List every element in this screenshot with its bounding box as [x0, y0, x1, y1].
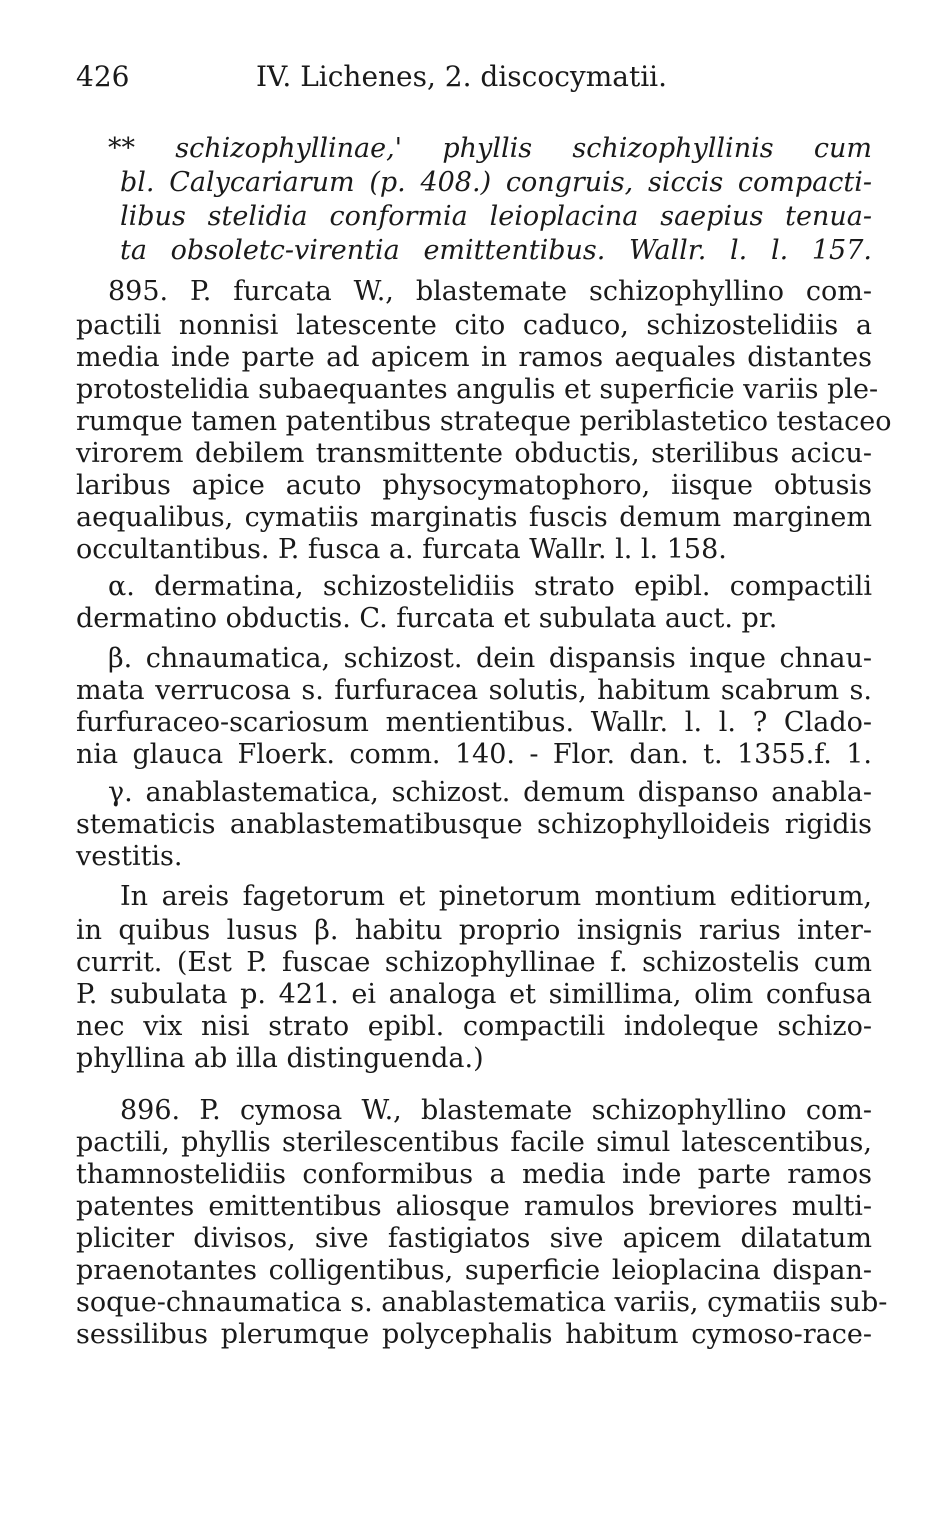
text-line: 895. P. furcata W., blastemate schizophyllino com-	[108, 276, 872, 307]
running-title: IV. Lichenes, 2. discocymatii.	[256, 60, 668, 93]
text-line: 896. P. cymosa W., blastemate schizophyllino com-	[120, 1095, 872, 1126]
text-line: nec vix nisi strato epibl. compactili indoleque schizo-	[76, 1011, 872, 1042]
text-line: soque-chnaumatica s. anablastematica variis, cymatiis sub-	[76, 1287, 888, 1318]
text-line: α. dermatina, schizostelidiis strato epibl. compactili	[108, 571, 872, 602]
text-line: γ. anablastematica, schizost. demum dispanso anabla-	[108, 777, 872, 808]
text-line: β. chnaumatica, schizost. dein dispansis inque chnau-	[108, 643, 872, 674]
text-line: protostelidia subaequantes angulis et superficie variis ple-	[76, 374, 879, 405]
text-line: ta obsoletc-virentia emittentibus. Wallr. l. l. 157.	[120, 235, 872, 266]
text-line: sessilibus plerumque polycephalis habitum cymoso-race-	[76, 1319, 872, 1350]
page-number: 426	[76, 60, 130, 93]
text-line: nia glauca Floerk. comm. 140. - Flor. dan. t. 1355.f. 1.	[76, 739, 872, 770]
text-line: patentes emittentibus aliosque ramulos breviores multi-	[76, 1191, 872, 1222]
text-line: rumque tamen patentibus strateque periblastetico testaceo	[76, 406, 892, 437]
text-line: pactili nonnisi latescente cito caduco, schizostelidiis a	[76, 310, 872, 341]
text-line: pliciter divisos, sive fastigiatos sive apicem dilatatum	[76, 1223, 872, 1254]
text-line: bl. Calycariarum (p. 408.) congruis, siccis compacti-	[120, 167, 872, 198]
text-line: ** schizophyllinae,' phyllis schizophyllinis cum	[108, 133, 872, 164]
text-line: phyllina ab illa distinguenda.)	[76, 1043, 484, 1074]
text-line: laribus apice acuto physocymatophoro, iisque obtusis	[76, 470, 872, 501]
text-line: mata verrucosa s. furfuracea solutis, habitum scabrum s.	[76, 675, 872, 706]
text-line: media inde parte ad apicem in ramos aequales distantes	[76, 342, 872, 373]
running-header	[76, 60, 872, 96]
text-line: P. subulata p. 421. ei analoga et simillima, olim confusa	[76, 979, 872, 1010]
text-line: stematicis anablastematibusque schizophylloideis rigidis	[76, 809, 872, 840]
text-line: currit. (Est P. fuscae schizophyllinae f. schizostelis cum	[76, 947, 872, 978]
text-line: furfuraceo-scariosum mentientibus. Wallr. l. l. ? Clado-	[76, 707, 872, 738]
text-line: virorem debilem transmittente obductis, sterilibus acicu-	[76, 438, 872, 469]
text-line: thamnostelidiis conformibus a media inde parte ramos	[76, 1159, 872, 1190]
text-line: libus stelidia conformia leioplacina saepius tenua-	[120, 201, 872, 232]
text-line: vestitis.	[76, 841, 183, 872]
text-line: in quibus lusus β. habitu proprio insignis rarius inter-	[76, 915, 872, 946]
text-line: dermatino obductis. C. furcata et subulata auct. pr.	[76, 603, 778, 634]
text-line: praenotantes colligentibus, superficie leioplacina dispan-	[76, 1255, 872, 1286]
text-line: aequalibus, cymatiis marginatis fuscis demum marginem	[76, 502, 872, 533]
text-line: In areis fagetorum et pinetorum montium editiorum,	[120, 881, 872, 912]
text-line: occultantibus. P. fusca a. furcata Wallr. l. l. 158.	[76, 534, 727, 565]
text-line: pactili, phyllis sterilescentibus facile simul latescentibus,	[76, 1127, 872, 1158]
